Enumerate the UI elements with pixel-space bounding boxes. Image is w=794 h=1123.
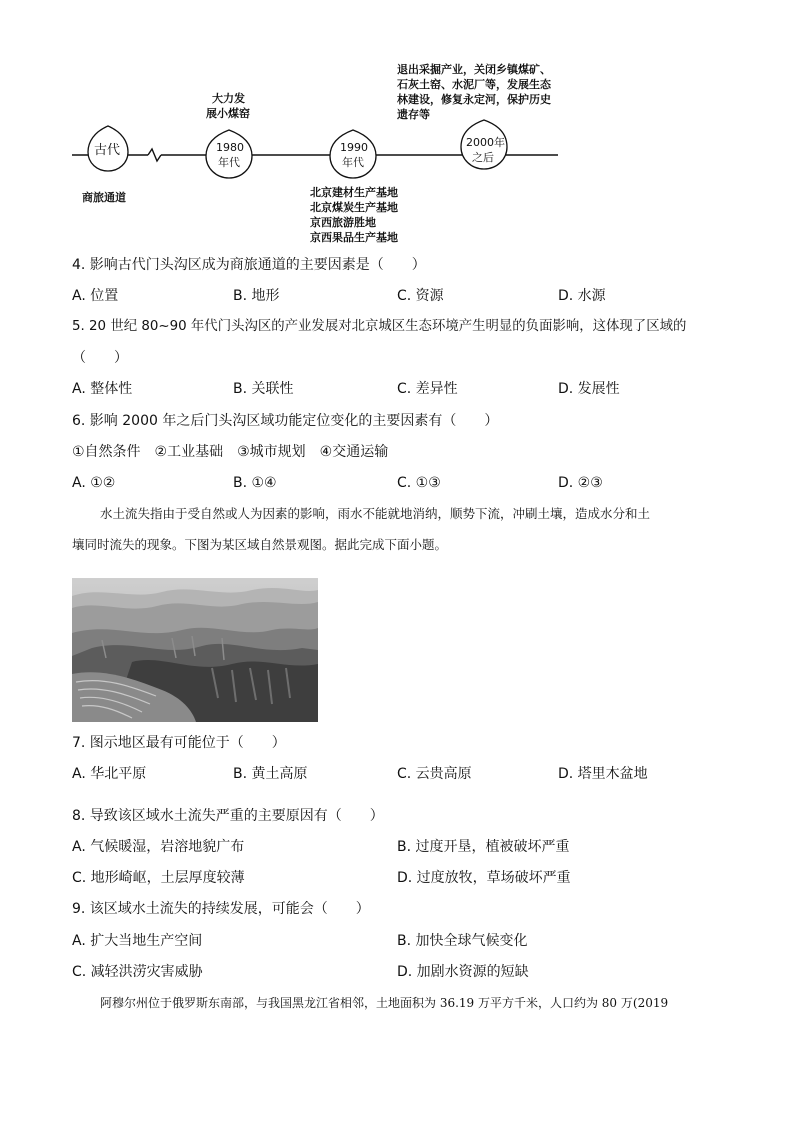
question-4-stem: 4. 影响古代门头沟区成为商旅通道的主要因素是（ ） [72,257,426,273]
question-9-option-a: A. 扩大当地生产空间 [72,933,203,949]
node-label-1980-suffix: 年代 [218,156,240,169]
question-6-option-a: A. ①② [72,475,116,491]
timeline-node-1990 [330,130,376,178]
passage-amur-oblast: 阿穆尔州位于俄罗斯东南部，与我国黑龙江省相邻，土地面积为 36.19 万平方千米，人口约为 80 万(2019 [100,996,669,1010]
passage-soil-erosion-line1: 水土流失指由于受自然或人为因素的影响，雨水不能就地消纳，顺势下流，冲刷土壤，造成水分和土 [100,506,651,521]
annotation-1990-line1: 北京建材生产基地 [310,186,398,199]
question-6-stem: 6. 影响 2000 年之后门头沟区域功能定位变化的主要因素有（ ） [72,413,499,429]
question-9-option-d: D. 加剧水资源的短缺 [397,964,529,980]
question-8-option-d: D. 过度放牧，草场破坏严重 [397,870,571,886]
node-label-1990-suffix: 年代 [342,156,364,169]
annotation-2000-line1: 退出采掘产业，关闭乡镇煤矿、 [397,63,551,76]
question-7-stem: 7. 图示地区最有可能位于（ ） [72,735,286,751]
annotation-ancient: 商旅通道 [82,191,126,204]
node-label-1990-year: 1990 [340,141,368,154]
question-7-option-b: B. 黄土高原 [233,766,308,782]
passage-soil-erosion-line2: 壤同时流失的现象。下图为某区域自然景观图。据此完成下面小题。 [72,537,448,552]
landscape-photo [72,578,318,722]
question-5-option-a: A. 整体性 [72,381,133,397]
timeline-node-1980 [206,130,252,178]
question-5-stem-continued: （ ） [72,350,128,366]
question-6-option-d: D. ②③ [558,475,603,491]
annotation-2000-line4: 遗存等 [397,108,430,121]
question-5-stem: 5. 20 世纪 80~90 年代门头沟区的产业发展对北京城区生态环境产生明显的负面影响，这体现了区域的 [72,319,687,334]
timeline-diagram [0,0,794,260]
question-9-option-c: C. 减轻洪涝灾害威胁 [72,964,203,980]
question-5-option-c: C. 差异性 [397,381,458,397]
question-7-option-d: D. 塔里木盆地 [558,766,648,782]
question-7-option-a: A. 华北平原 [72,766,147,782]
question-4-option-a: A. 位置 [72,288,119,304]
question-8-option-c: C. 地形崎岖，土层厚度较薄 [72,870,245,886]
timeline-break-mark [148,149,161,161]
question-6-option-c: C. ①③ [397,475,441,491]
question-5-option-d: D. 发展性 [558,381,620,397]
annotation-1980-line2: 展小煤窑 [206,107,250,120]
question-7-option-c: C. 云贵高原 [397,766,472,782]
question-9-stem: 9. 该区域水土流失的持续发展，可能会（ ） [72,901,370,917]
question-8-option-a: A. 气候暖湿，岩溶地貌广布 [72,839,245,855]
annotation-1990-line2: 北京煤炭生产基地 [310,201,398,214]
annotation-1980-line1: 大力发 [212,92,245,105]
question-5-option-b: B. 关联性 [233,381,294,397]
node-label-ancient: 古代 [94,143,121,158]
question-8-stem: 8. 导致该区域水土流失严重的主要原因有（ ） [72,808,384,824]
question-9-option-b: B. 加快全球气候变化 [397,933,528,949]
question-4-option-c: C. 资源 [397,288,444,304]
question-6-option-b: B. ①④ [233,475,277,491]
question-8-option-b: B. 过度开垦，植被破坏严重 [397,839,570,855]
annotation-2000-line3: 林建设，修复永定河，保护历史 [397,93,551,106]
question-4-option-d: D. 水源 [558,288,606,304]
node-label-1980-year: 1980 [216,141,244,154]
annotation-1990-line3: 京西旅游胜地 [310,216,376,229]
node-label-2000-year: 2000年 [466,136,505,149]
question-6-choices: ①自然条件 ②工业基础 ③城市规划 ④交通运输 [72,444,389,460]
node-label-2000-suffix: 之后 [472,151,494,164]
annotation-1990-line4: 京西果品生产基地 [310,231,398,244]
annotation-2000-line2: 石灰土窑、水泥厂等，发展生态 [397,78,551,91]
question-4-option-b: B. 地形 [233,288,280,304]
